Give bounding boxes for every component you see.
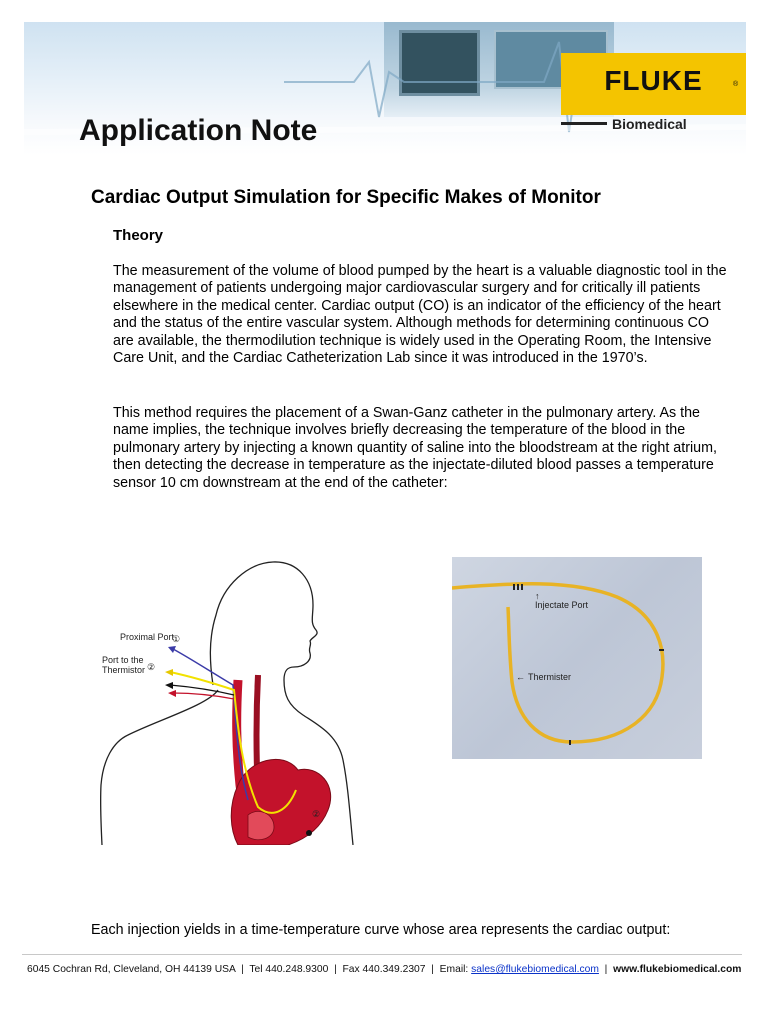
arrow-left: ← xyxy=(516,672,525,682)
body-paragraph: This method requires the placement of a Swan-Ganz catheter in the pulmonary artery. As the name implies, the technique involves briefly decreasing the temperature of the blood in the pulmonary artery by injecting a known quantity of saline into the bloodstream at the right atrium, then detecting the decrease in temperature as the injectate-diluted blood passes a temperature sensor 10 cm downstream at the end of the catheter: xyxy=(113,405,717,491)
doc-type-heading: Application Note xyxy=(79,114,318,147)
footer xyxy=(27,964,741,975)
footer-email-label: Email: xyxy=(439,964,469,975)
footer-separator: | xyxy=(431,964,434,975)
footer-fax: Fax 440.349.2307 xyxy=(342,964,426,975)
logo-text: FLUKE xyxy=(604,65,703,96)
thermistor-dot xyxy=(306,830,312,836)
catheter-band xyxy=(513,584,515,590)
label-port-thermistor: Thermistor xyxy=(102,665,146,675)
marker-two: ② xyxy=(147,662,156,672)
footer-separator: | xyxy=(241,964,244,975)
closing-paragraph: Each injection yields in a time-temperature curve whose area represents the cardiac output: xyxy=(91,922,671,938)
section-heading: Theory xyxy=(113,227,164,244)
footer-divider xyxy=(22,954,742,955)
arrow-up: ↑ xyxy=(535,591,540,601)
footer-website[interactable]: www.flukebiomedical.com xyxy=(613,964,742,975)
logo-underline xyxy=(561,122,607,125)
footer-address: 6045 Cochran Rd, Cleveland, OH 44139 USA xyxy=(27,964,236,975)
catheter-line-red xyxy=(173,693,234,699)
marker-two-heart: ② xyxy=(312,809,321,819)
arrow-head xyxy=(165,682,173,689)
label-thermister: Thermister xyxy=(528,672,572,682)
catheter-anatomy-figure xyxy=(98,545,368,845)
footer-tel: Tel 440.248.9300 xyxy=(249,964,329,975)
footer-separator: | xyxy=(604,964,608,975)
arrow-head xyxy=(168,690,176,697)
arrow-head xyxy=(165,669,173,676)
page-title: Cardiac Output Simulation for Specific Makes of Monitor xyxy=(91,187,601,208)
label-injectate-port: Injectate Port xyxy=(535,600,589,610)
catheter-band xyxy=(517,584,519,590)
catheter-band xyxy=(569,740,571,745)
catheter-band xyxy=(521,584,523,590)
logo-registered-mark: ® xyxy=(733,81,739,88)
logo-subtitle: Biomedical xyxy=(612,116,687,132)
label-proximal-port: Proximal Port xyxy=(120,632,175,642)
marker-one: ① xyxy=(172,634,181,644)
shoulder-outline xyxy=(101,690,218,845)
footer-email-link[interactable]: sales@flukebiomedical.com xyxy=(471,964,599,975)
catheter-photo-drawing xyxy=(452,557,702,759)
fluke-logo xyxy=(561,53,746,115)
label-port-thermistor: Port to the xyxy=(102,655,144,665)
footer-separator: | xyxy=(334,964,337,975)
catheter-photo xyxy=(452,557,702,759)
catheter-band xyxy=(659,649,664,651)
body-paragraph: The measurement of the volume of blood pumped by the heart is a valuable diagnostic tool in the management of patients undergoing major cardiovascular surgery and for critically ill patients elsewhere in the medical center. Cardiac output (CO) is an indicator of the efficiency of the heart and the status of the entire vascular system. Although methods for determining continuous CO are available, the thermodilution technique is widely used in the Operating Room, the Intensive Care Unit, and the Cardiac Catheterization Lab since it was introduced in the 1970’s. xyxy=(113,263,727,367)
